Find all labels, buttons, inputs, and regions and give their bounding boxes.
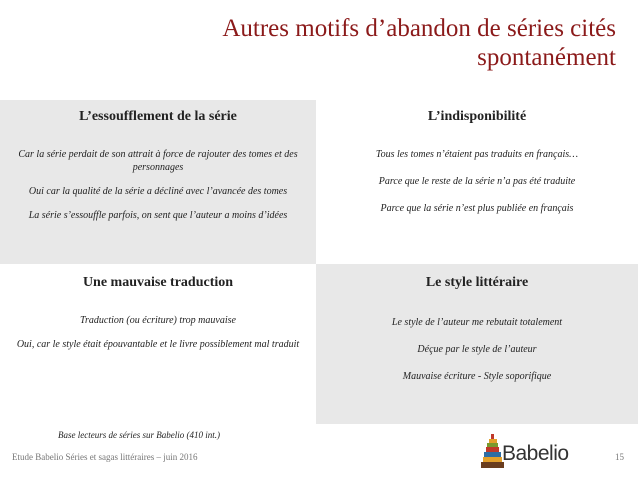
quadrant-essoufflement — [0, 100, 316, 264]
source-note: Base lecteurs de séries sur Babelio (410 int.) — [58, 430, 220, 440]
quadrant-items — [330, 148, 624, 229]
slide-title-line-1: Autres motifs d’abandon de séries cités — [222, 15, 616, 42]
quadrant-indisponibilite — [316, 100, 638, 264]
quote-item: Oui car la qualité de la série a décliné avec l’avancée des tomes — [28, 186, 288, 197]
slide-title-line-2: spontanément — [477, 44, 616, 71]
quadrant-heading: L’indisponibilité — [427, 109, 527, 124]
logo-text: Babelio — [502, 442, 569, 465]
quote-item: Mauvaise écriture - Style soporifique — [402, 371, 552, 382]
quadrant-mauvaise-traduction — [0, 264, 316, 424]
quadrant-items — [14, 148, 302, 233]
quadrant-items — [14, 314, 302, 362]
quote-item: Parce que la série n’est plus publiée en français — [380, 203, 574, 214]
quote-item: Le style de l’auteur me rebutait totalement — [391, 317, 563, 328]
quote-item: Traduction (ou écriture) trop mauvaise — [80, 315, 236, 326]
quadrant-items — [330, 316, 624, 397]
quote-item: Déçue par le style de l’auteur — [417, 344, 537, 355]
study-label: Etude Babelio Séries et sagas littéraires – juin 2016 — [12, 452, 198, 462]
quote-item: Parce que le reste de la série n’a pas été traduite — [378, 176, 576, 187]
quote-item: La série s’essouffle parfois, on sent que l’auteur a moins d’idées — [28, 210, 288, 221]
quote-item: Tous les tomes n’étaient pas traduits en français… — [375, 149, 579, 160]
page-number: 15 — [615, 452, 624, 462]
quadrant-heading: Le style littéraire — [425, 275, 529, 290]
quadrant-heading: Une mauvaise traduction — [82, 275, 234, 290]
quote-item: Car la série perdait de son attrait à force de rajouter des tomes et des personnages — [18, 149, 298, 173]
slide-title — [96, 14, 616, 72]
quadrant-heading: L’essoufflement de la série — [79, 109, 237, 124]
quadrant-style-litteraire — [316, 264, 638, 424]
quote-item: Oui, car le style était épouvantable et le livre possiblement mal traduit — [16, 339, 300, 350]
babelio-logo — [480, 432, 600, 472]
